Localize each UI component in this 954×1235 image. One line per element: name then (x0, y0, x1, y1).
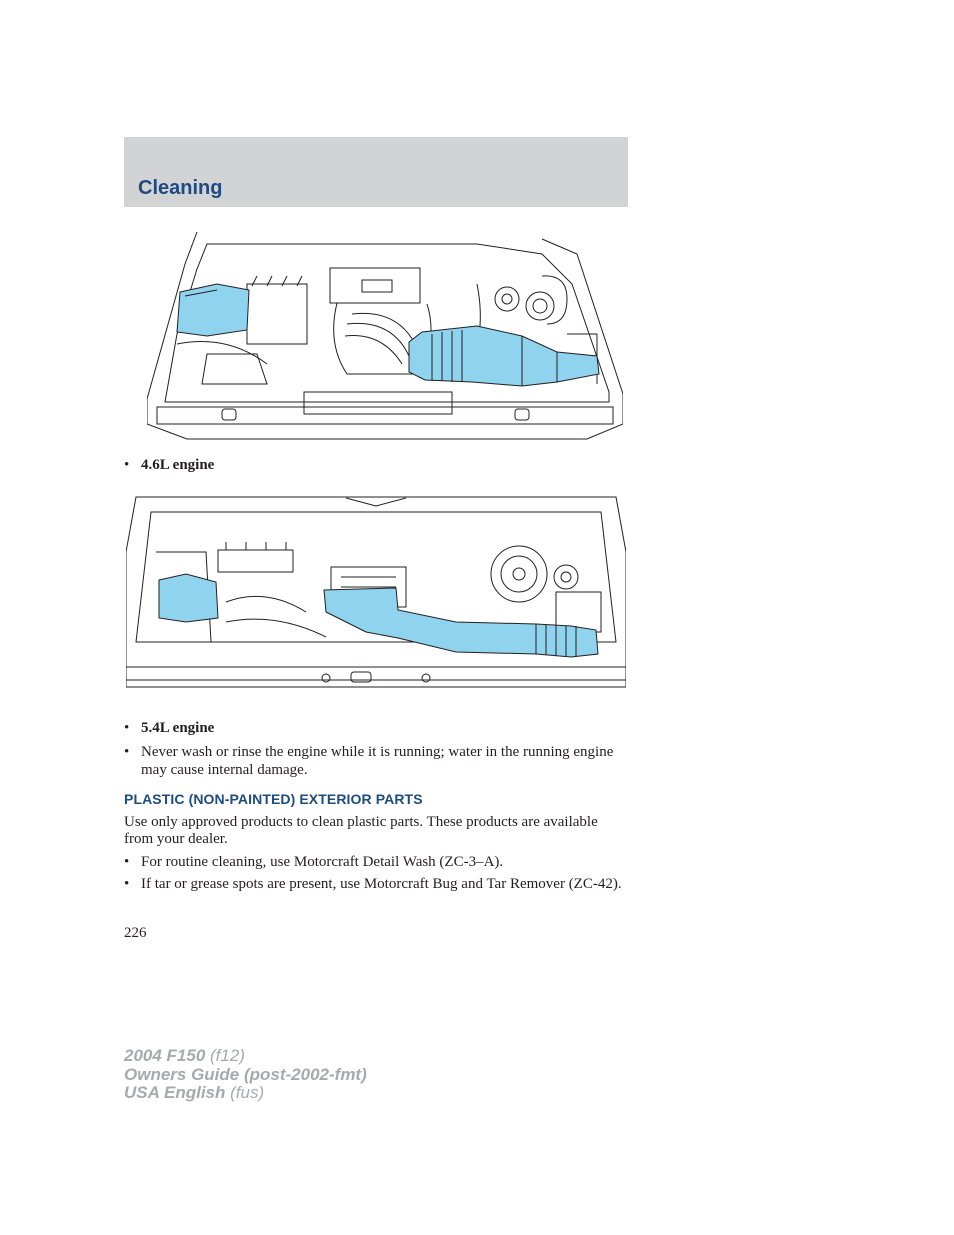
bullet-dot: • (124, 744, 130, 760)
engine-compartment-5-4l-illustration (126, 492, 626, 698)
bullet-dot: • (124, 720, 130, 736)
caption-5-4l-text: 5.4L engine (141, 720, 215, 736)
footer-guide: Owners Guide (post-2002-fmt) (124, 1064, 367, 1084)
never-wash-warning (124, 743, 624, 779)
footer-language-code: (fus) (225, 1083, 265, 1102)
section-title: Cleaning (138, 177, 223, 199)
bullet-dot: • (124, 876, 130, 892)
section-intro: Use only approved products to clean plastic parts. These products are available from your dealer. (124, 814, 598, 847)
footer-line-3 (124, 1084, 367, 1103)
caption-4-6l-text: 4.6L engine (141, 457, 215, 473)
list-item (124, 875, 624, 893)
footer-model-code: (f12) (205, 1046, 245, 1065)
bullet-dot: • (124, 854, 130, 870)
never-wash-text: Never wash or rinse the engine while it is running; water in the running engine may cause internal damage. (141, 744, 614, 778)
list-item-text: If tar or grease spots are present, use Motorcraft Bug and Tar Remover (ZC-42). (141, 876, 622, 892)
engine-compartment-4-6l-illustration (147, 224, 623, 441)
document-footer (124, 1047, 367, 1103)
page-number: 226 (124, 925, 147, 941)
footer-line-2 (124, 1066, 367, 1085)
caption-5-4l-engine (124, 719, 214, 737)
bullet-dot: • (124, 457, 130, 473)
list-item-text: For routine cleaning, use Motorcraft Detail Wash (ZC-3–A). (141, 854, 504, 870)
footer-model: 2004 F150 (124, 1046, 206, 1065)
section-heading: PLASTIC (NON-PAINTED) EXTERIOR PARTS (124, 791, 423, 807)
section-header-band (124, 137, 628, 207)
list-item (124, 853, 624, 871)
footer-language: USA English (124, 1083, 226, 1102)
caption-4-6l-engine (124, 456, 214, 474)
footer-line-1 (124, 1047, 367, 1066)
